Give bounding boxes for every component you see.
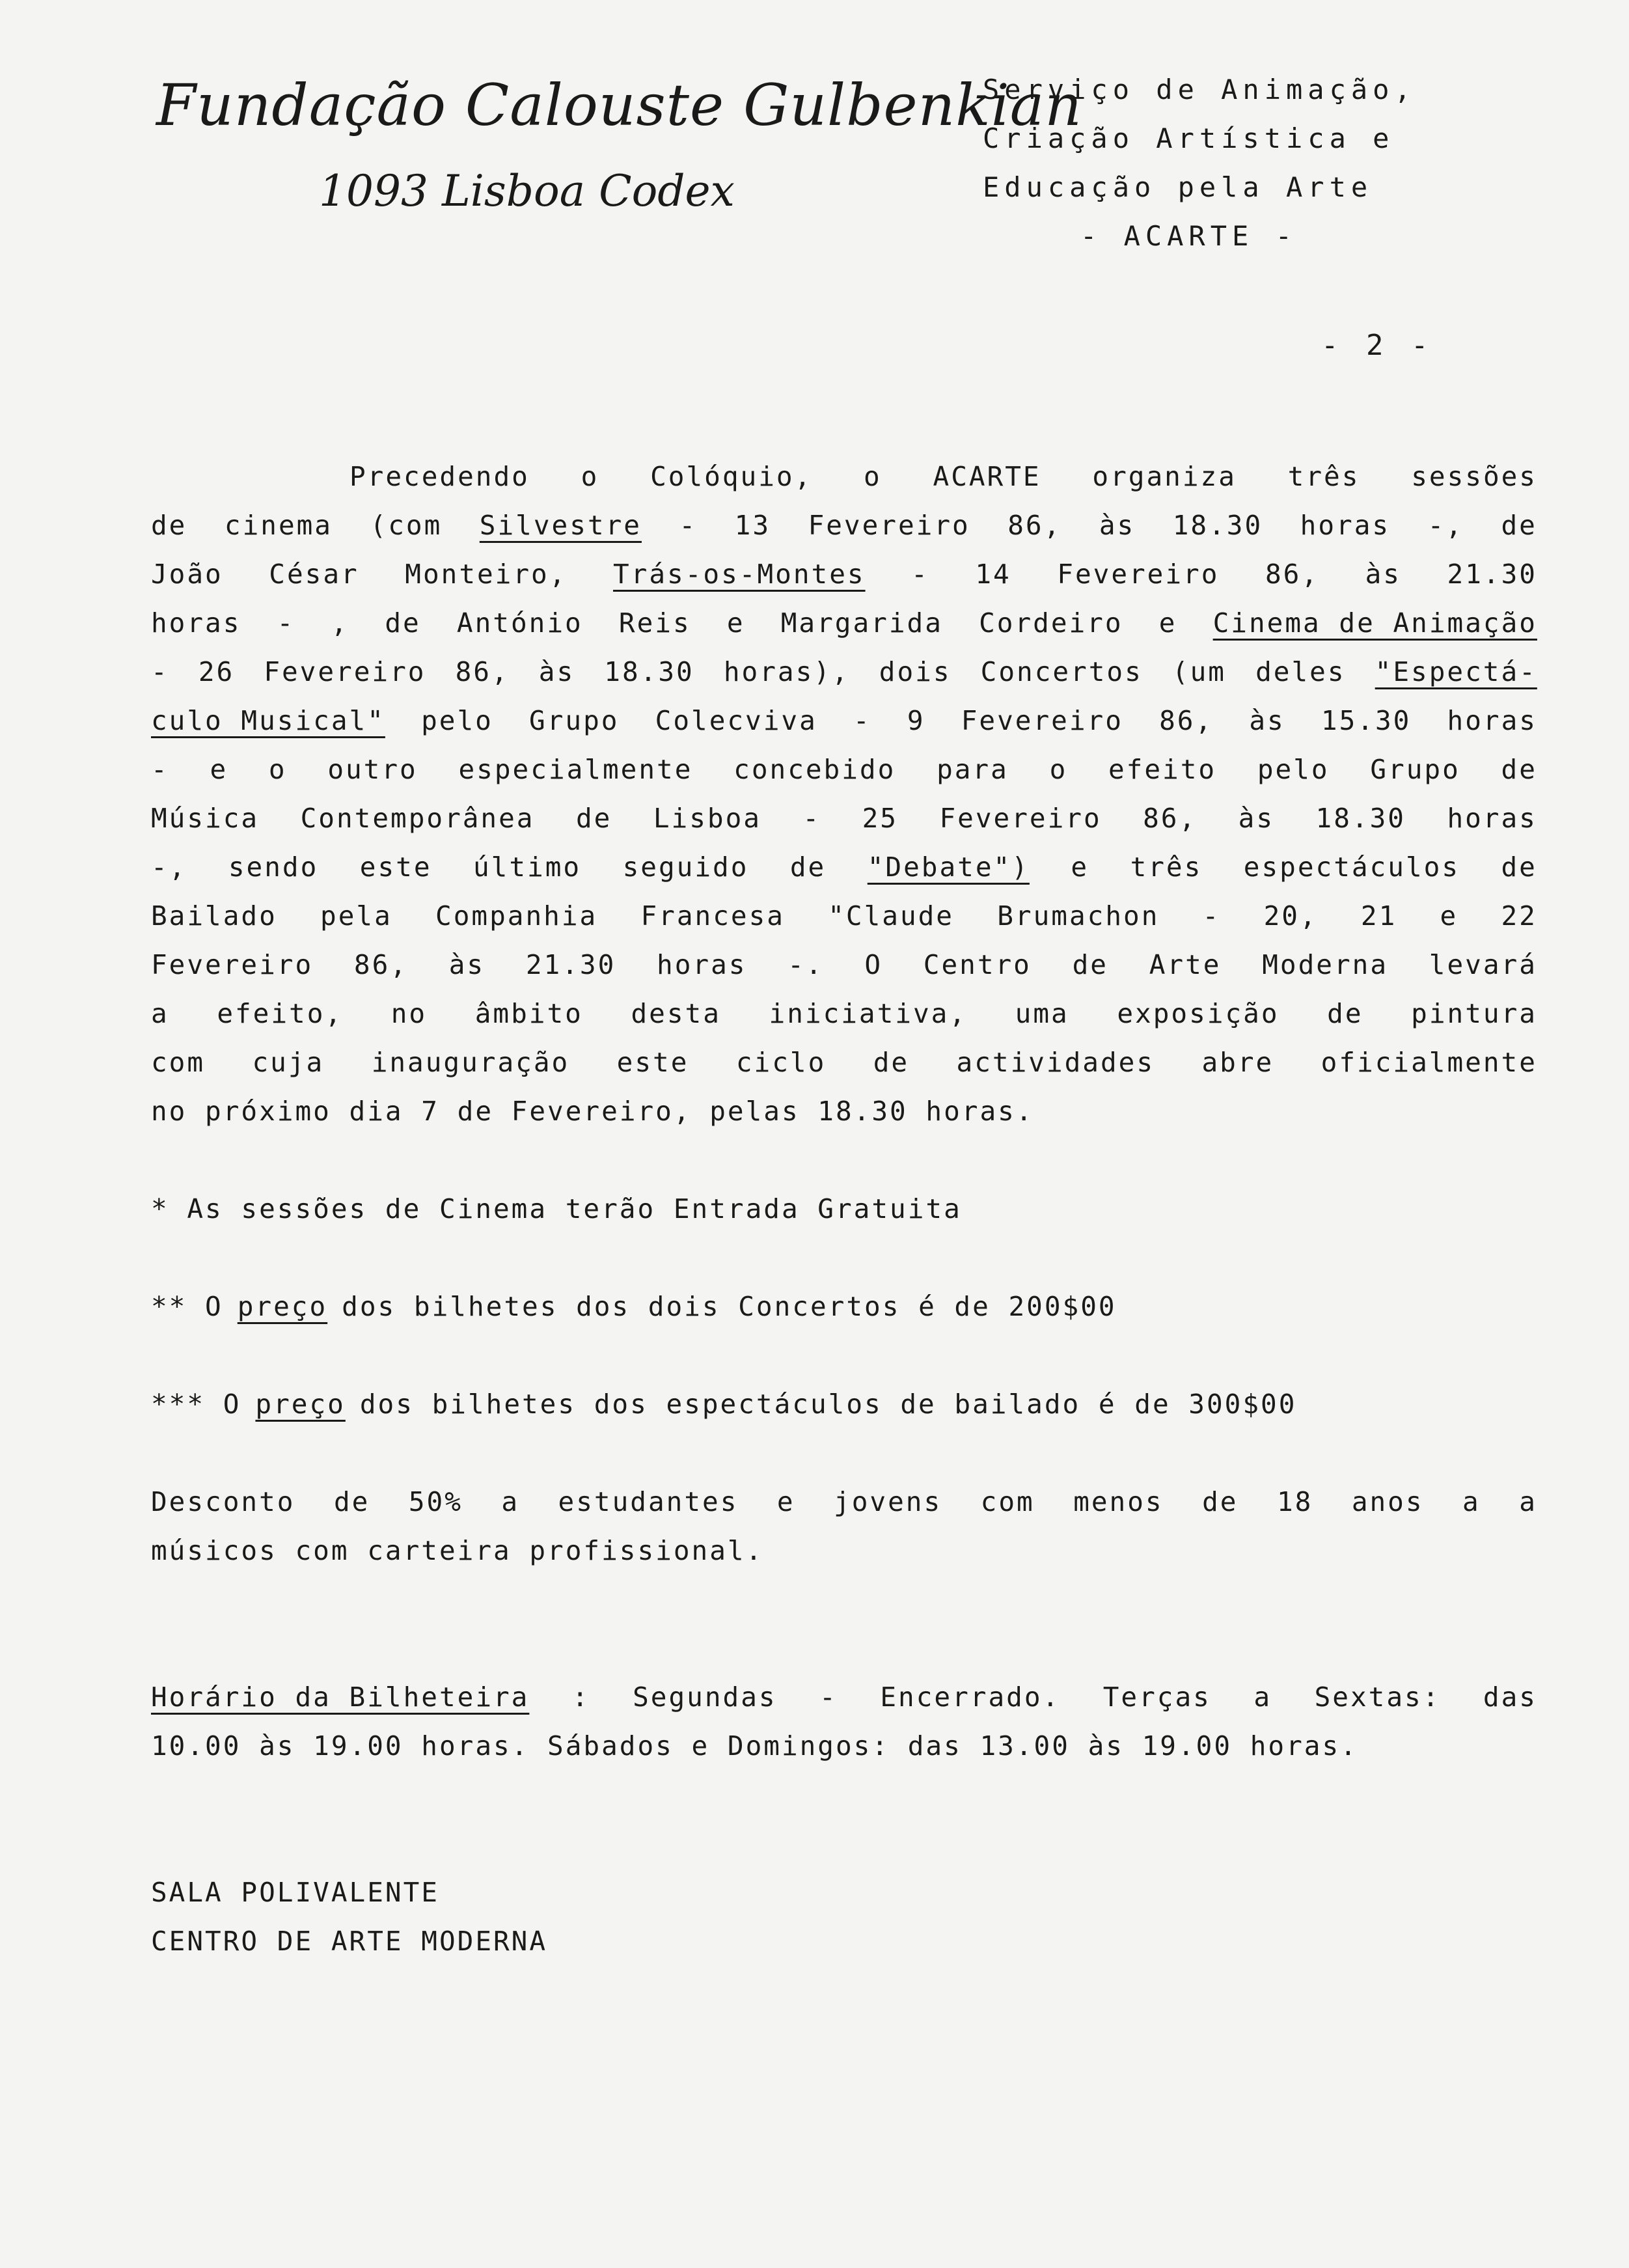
word: O — [864, 949, 883, 980]
service-line: Educação pela Arte — [983, 171, 1373, 203]
word: inauguração — [371, 1047, 570, 1078]
underlined-word: Trás-os-Montes — [612, 559, 866, 590]
word: às — [1238, 803, 1275, 834]
note-underlined-word: preço — [255, 1389, 346, 1420]
word: Fevereiro — [961, 705, 1123, 736]
word: exposição — [1117, 998, 1280, 1029]
word: António — [456, 607, 583, 639]
service-acronym: - ACARTE - — [1080, 220, 1297, 252]
word: -, — [151, 851, 187, 883]
word: três — [1287, 461, 1360, 492]
word: jovens — [834, 1486, 942, 1517]
word: abre — [1201, 1047, 1274, 1078]
word: - — [679, 510, 698, 541]
word: último — [473, 851, 582, 883]
word: Encerrado. — [880, 1681, 1061, 1713]
word: no — [390, 998, 428, 1029]
word: de — [1501, 851, 1537, 883]
word: Monteiro, — [405, 559, 568, 590]
word: Companhia — [435, 900, 598, 932]
word: cuja — [252, 1047, 325, 1078]
paragraph-line — [151, 794, 1537, 843]
word: às — [1099, 510, 1136, 541]
word: Sextas: — [1314, 1681, 1441, 1713]
word: efeito — [1108, 754, 1217, 785]
word: Centro — [923, 949, 1032, 980]
word: 86, — [455, 656, 510, 687]
paragraph-line — [151, 550, 1537, 599]
word: sendo — [228, 851, 319, 883]
word: 26 — [198, 656, 235, 687]
word: 21 — [1360, 900, 1397, 932]
word: Margarida — [780, 607, 943, 639]
paragraph-line — [151, 452, 1537, 501]
word: Arte — [1149, 949, 1222, 980]
word: anos — [1351, 1486, 1424, 1517]
word: Grupo — [529, 705, 620, 736]
word: uma — [1015, 998, 1069, 1029]
word: horas — [1300, 510, 1391, 541]
discount-line — [151, 1527, 1537, 1575]
paragraph-line — [151, 745, 1537, 794]
word: 18.30 — [1315, 803, 1406, 834]
word: de — [333, 1486, 370, 1517]
word: -, — [1427, 510, 1464, 541]
word: de — [1501, 510, 1537, 541]
word: outro — [327, 754, 418, 785]
word: iniciativa, — [769, 998, 968, 1029]
word: efeito, — [217, 998, 344, 1029]
word: menos — [1073, 1486, 1164, 1517]
service-header — [983, 65, 1438, 260]
word: 18.30 — [604, 656, 694, 687]
letter-body — [151, 452, 1537, 1966]
word: - — [151, 656, 169, 687]
word: âmbito — [474, 998, 583, 1029]
page-number: - 2 - — [1321, 329, 1434, 362]
word: 14 — [975, 559, 1011, 590]
word: ciclo — [735, 1047, 827, 1078]
word: - — [802, 803, 821, 834]
word: Colóquio, — [650, 461, 813, 492]
word: espectáculos — [1243, 851, 1460, 883]
word: Segundas — [633, 1681, 777, 1713]
word: "Claude — [828, 900, 954, 932]
word: cinema — [224, 510, 333, 541]
word: 86, — [1143, 803, 1198, 834]
word: de — [575, 803, 612, 834]
word: das — [1483, 1681, 1537, 1713]
word: Lisboa — [653, 803, 761, 834]
word: a — [1253, 1681, 1272, 1713]
word: seguido — [622, 851, 749, 883]
word: pelo — [421, 705, 493, 736]
word: às — [1365, 559, 1401, 590]
word: (um — [1171, 656, 1226, 687]
word: e — [1158, 607, 1177, 639]
word: Fevereiro — [939, 803, 1102, 834]
word: Terças — [1102, 1681, 1211, 1713]
word: horas), — [723, 656, 850, 687]
underlined-word: "Debate") — [867, 851, 1030, 883]
word: com — [151, 1047, 206, 1078]
word: - — [819, 1681, 838, 1713]
discount-text: músicos com carteira profissional. — [151, 1535, 764, 1566]
word: 86, — [353, 949, 408, 980]
word: de — [789, 851, 827, 883]
word: a — [151, 998, 169, 1029]
word: horas — [657, 949, 747, 980]
word: desta — [631, 998, 721, 1029]
word: Concertos — [980, 656, 1143, 687]
word: 13 — [734, 510, 771, 541]
paragraph-line — [151, 941, 1537, 989]
paragraph-line — [151, 697, 1537, 745]
word: levará — [1429, 949, 1537, 980]
word: 9 — [907, 705, 925, 736]
word: - — [277, 607, 295, 639]
word: concebido — [733, 754, 896, 785]
word: o — [864, 461, 882, 492]
word: de — [1072, 949, 1108, 980]
footer-venue: SALA POLIVALENTE — [151, 1877, 439, 1908]
word: 86, — [1007, 510, 1062, 541]
word: - — [911, 559, 929, 590]
word: três — [1130, 851, 1203, 883]
word: Música — [151, 803, 260, 834]
note-prefix: *** O — [151, 1389, 241, 1420]
word: Grupo — [1370, 754, 1460, 785]
word: : — [571, 1681, 590, 1713]
word: o — [268, 754, 287, 785]
word: 25 — [862, 803, 898, 834]
word: Cordeiro — [979, 607, 1123, 639]
footer-centre: CENTRO DE ARTE MODERNA — [151, 1926, 548, 1957]
word: 86, — [1265, 559, 1320, 590]
word: 50% — [408, 1486, 463, 1517]
discount-line — [151, 1478, 1537, 1527]
service-line: Criação Artística e — [983, 122, 1395, 154]
word: a — [1519, 1486, 1537, 1517]
word: a — [1462, 1486, 1481, 1517]
note-text: * As sessões de Cinema terão Entrada Gratuita — [151, 1193, 962, 1224]
word: às — [448, 949, 486, 980]
word: Francesa — [640, 900, 785, 932]
word: - — [151, 754, 169, 785]
word: de — [873, 1047, 910, 1078]
word: ACARTE — [933, 461, 1041, 492]
word: e — [210, 754, 228, 785]
letterhead-address: 1093 Lisboa Codex — [319, 166, 735, 216]
box-office-text: 10.00 às 19.00 horas. Sábados e Domingos: das 13.00 às 19.00 horas. — [151, 1730, 1358, 1762]
paragraph-line — [151, 1087, 1537, 1136]
word: organiza — [1092, 461, 1237, 492]
letterhead-name: Fundação Calouste Gulbenkian — [156, 72, 1082, 139]
word: actividades — [956, 1047, 1155, 1078]
word: 21.30 — [1447, 559, 1537, 590]
word: Fevereiro — [264, 656, 426, 687]
word: e — [1440, 900, 1458, 932]
word: - — [853, 705, 871, 736]
paragraph-text: no próximo dia 7 de Fevereiro, pelas 18.30 horas. — [151, 1096, 1034, 1127]
note-dance-price — [151, 1380, 1537, 1429]
service-line: Serviço de Animação, — [983, 74, 1416, 105]
word: com — [980, 1486, 1035, 1517]
word: 22 — [1501, 900, 1537, 932]
word: Contemporânea — [300, 803, 535, 834]
word: de — [1501, 754, 1537, 785]
word: horas — [1447, 705, 1537, 736]
note-underlined-word: preço — [237, 1291, 328, 1322]
word: especialmente — [458, 754, 693, 785]
footer — [151, 1868, 1537, 1966]
word: e — [776, 1486, 795, 1517]
word: para — [937, 754, 1009, 785]
paragraph-line — [151, 989, 1537, 1038]
paragraph-line — [151, 501, 1537, 550]
word: horas — [151, 607, 241, 639]
word: Bailado — [151, 900, 277, 932]
word: de — [151, 510, 187, 541]
word: oficialmente — [1321, 1047, 1537, 1078]
word: às — [1249, 705, 1285, 736]
word: a — [501, 1486, 520, 1517]
word: o — [581, 461, 599, 492]
word: 20, — [1263, 900, 1318, 932]
word: horas — [1447, 803, 1537, 834]
word: pintura — [1411, 998, 1537, 1029]
word: Brumachon — [997, 900, 1160, 932]
word: Fevereiro — [808, 510, 970, 541]
paragraph-line — [151, 1038, 1537, 1087]
word: estudantes — [558, 1486, 739, 1517]
word: dois — [879, 656, 951, 687]
word: e — [726, 607, 745, 639]
word: de — [385, 607, 421, 639]
word: César — [269, 559, 359, 590]
word: pelo — [1257, 754, 1330, 785]
note-cinema — [151, 1185, 1537, 1234]
word: o — [1049, 754, 1068, 785]
word: Reis — [618, 607, 691, 639]
word: Desconto — [151, 1486, 295, 1517]
word: 86, — [1159, 705, 1214, 736]
word: João — [151, 559, 223, 590]
underlined-word: culo Musical" — [151, 705, 385, 736]
note-text: dos bilhetes dos dois Concertos é de 200$00 — [342, 1291, 1117, 1322]
word: sessões — [1411, 461, 1537, 492]
word: deles — [1255, 656, 1346, 687]
word: Colecviva — [655, 705, 817, 736]
word: 21.30 — [525, 949, 616, 980]
word: - — [1202, 900, 1221, 932]
paragraph-line — [151, 892, 1537, 941]
note-concert-price — [151, 1282, 1537, 1331]
word: Fevereiro — [151, 949, 314, 980]
word: , — [331, 607, 349, 639]
word: 18 — [1276, 1486, 1313, 1517]
paragraph-line — [151, 843, 1537, 892]
word: este — [359, 851, 432, 883]
word: pela — [320, 900, 392, 932]
word: de — [1327, 998, 1363, 1029]
paragraph-line — [151, 599, 1537, 648]
word: 15.30 — [1321, 705, 1412, 736]
note-prefix: ** O — [151, 1291, 223, 1322]
word: às — [538, 656, 575, 687]
underlined-word: Silvestre — [479, 510, 642, 541]
word: este — [616, 1047, 689, 1078]
note-text: dos bilhetes dos espectáculos de bailado é de 300$00 — [359, 1389, 1297, 1420]
word: (com — [370, 510, 443, 541]
box-office-line — [151, 1722, 1537, 1771]
paragraph-line — [151, 648, 1537, 697]
underlined-word: Horário da Bilheteira — [151, 1681, 530, 1713]
word: -. — [787, 949, 824, 980]
word: de — [1202, 1486, 1239, 1517]
word: e — [1071, 851, 1089, 883]
word: Precedendo — [349, 461, 530, 492]
underlined-word: Cinema de Animação — [1212, 607, 1537, 639]
box-office-line — [151, 1673, 1537, 1722]
word: 18.30 — [1172, 510, 1263, 541]
underlined-word: "Espectá- — [1375, 656, 1537, 687]
word: Moderna — [1262, 949, 1389, 980]
word: Fevereiro — [1057, 559, 1220, 590]
